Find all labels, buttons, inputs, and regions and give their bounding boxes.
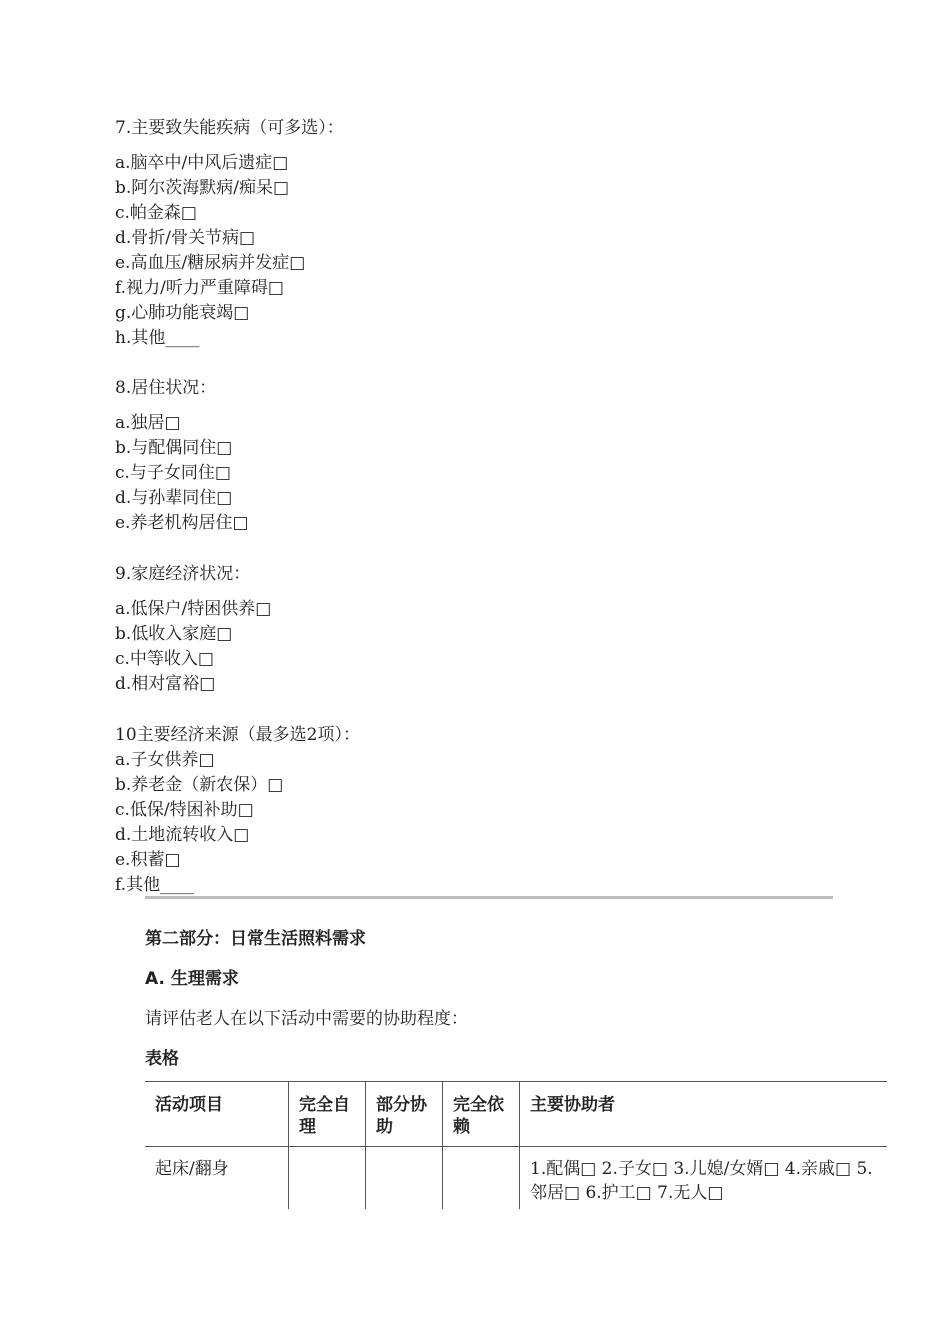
care-needs-table — [145, 1081, 887, 1209]
question-title: 9.家庭经济状况： — [115, 564, 251, 584]
option-item[interactable]: f.视力/听力严重障碍□ — [115, 278, 284, 298]
question-8 — [115, 376, 249, 536]
column-header: 主要协助者 — [520, 1082, 888, 1147]
question-10 — [115, 723, 360, 898]
option-item[interactable]: b.低收入家庭□ — [115, 624, 233, 644]
column-header: 活动项目 — [145, 1082, 289, 1147]
option-item[interactable]: d.骨折/骨关节病□ — [115, 228, 256, 248]
option-item[interactable]: c.与子女同住□ — [115, 463, 231, 483]
question-7 — [115, 116, 344, 351]
option-item[interactable]: a.子女供养□ — [115, 750, 215, 770]
option-item[interactable]: a.低保户/特困供养□ — [115, 599, 272, 619]
section-divider — [145, 896, 833, 899]
option-item[interactable]: e.高血压/糖尿病并发症□ — [115, 253, 306, 273]
instruction-text: 请评估老人在以下活动中需要的协助程度： — [145, 1009, 468, 1029]
option-item[interactable]: d.与孙辈同住□ — [115, 488, 233, 508]
option-item[interactable]: b.阿尔茨海默病/痴呆□ — [115, 178, 290, 198]
option-item[interactable]: a.独居□ — [115, 413, 181, 433]
option-item[interactable]: c.帕金森□ — [115, 203, 197, 223]
option-item[interactable]: f.其他____ — [115, 875, 195, 895]
option-item[interactable]: e.养老机构居住□ — [115, 513, 249, 533]
question-title: 7.主要致失能疾病（可多选）： — [115, 118, 344, 138]
table-row — [145, 1147, 887, 1210]
question-title: 8.居住状况： — [115, 378, 217, 398]
column-header: 完全依赖 — [443, 1082, 520, 1147]
partial-assist-cell[interactable] — [366, 1147, 443, 1210]
part-heading: 第二部分：日常生活照料需求 — [145, 929, 366, 949]
activity-cell: 起床/翻身 — [155, 1159, 229, 1179]
helper-options-cell[interactable]: 1.配偶□ 2.子女□ 3.儿媳/女婿□ 4.亲戚□ 5.邻居□ 6.护工□ 7.无人□ — [520, 1147, 888, 1210]
full-dependence-cell[interactable] — [443, 1147, 520, 1210]
self-care-cell[interactable] — [289, 1147, 366, 1210]
option-item[interactable]: g.心肺功能衰竭□ — [115, 303, 250, 323]
option-item[interactable]: b.养老金（新农保）□ — [115, 775, 284, 795]
question-9 — [115, 562, 271, 697]
option-item[interactable]: d.土地流转收入□ — [115, 825, 250, 845]
option-item[interactable]: d.相对富裕□ — [115, 674, 216, 694]
column-header: 部分协助 — [366, 1082, 443, 1147]
option-item[interactable]: e.积蓄□ — [115, 850, 181, 870]
section-heading: A. 生理需求 — [145, 969, 239, 989]
table-header-row — [145, 1082, 887, 1147]
question-title: 10主要经济来源（最多选2项）： — [115, 725, 360, 745]
column-header: 完全自理 — [289, 1082, 366, 1147]
option-item[interactable]: h.其他____ — [115, 328, 200, 348]
option-item[interactable]: c.中等收入□ — [115, 649, 214, 669]
table-label: 表格 — [145, 1049, 179, 1069]
option-item[interactable]: a.脑卒中/中风后遗症□ — [115, 153, 289, 173]
option-item[interactable]: b.与配偶同住□ — [115, 438, 233, 458]
option-item[interactable]: c.低保/特困补助□ — [115, 800, 254, 820]
